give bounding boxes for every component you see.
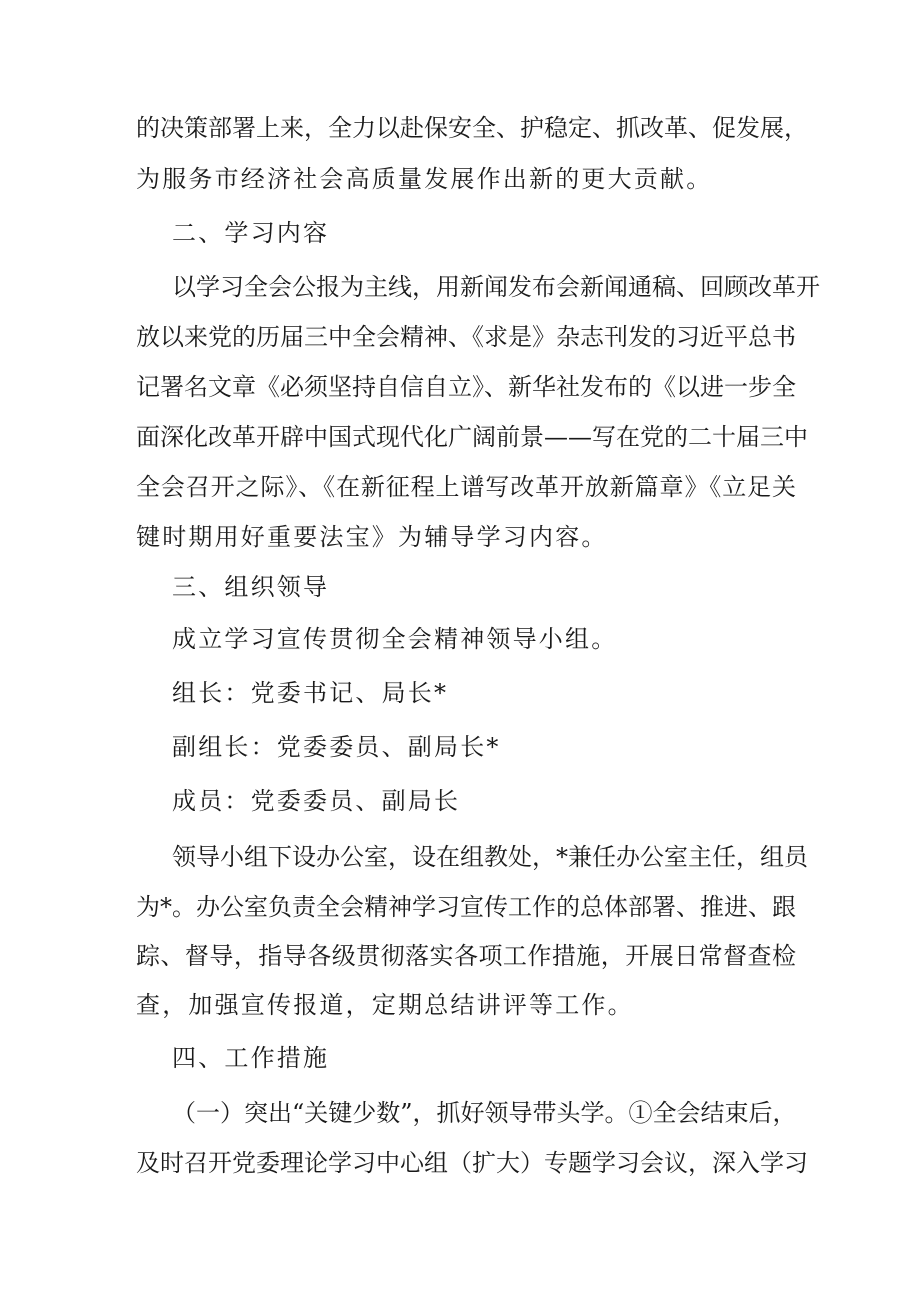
paragraph-line: 的决策部署上来，全力以赴保安全、护稳定、抓改革、促发展， [136, 114, 808, 142]
paragraph-line: 踪、督导，指导各级贯彻落实各项工作措施，开展日常督查检 [136, 942, 796, 970]
paragraph-line: 为*。办公室负责全会精神学习宣传工作的总体部署、推进、跟 [136, 893, 796, 921]
paragraph-line: 为服务市经济社会高质量发展作出新的更大贡献。 [136, 165, 713, 193]
paragraph-line: 键时期用好重要法宝》为辅导学习内容。 [136, 523, 608, 551]
paragraph-line: 放以来党的历届三中全会精神、《求是》杂志刊发的习近平总书 [136, 323, 796, 351]
section-heading: 二、学习内容 [172, 219, 330, 247]
paragraph-line: 成立学习宣传贯彻全会精神领导小组。 [172, 625, 618, 653]
section-heading: 四、工作措施 [172, 1044, 330, 1072]
paragraph-line: 全会召开之际》、《在新征程上谱写改革开放新篇章》《立足关 [136, 473, 796, 501]
paragraph-line: 副组长：党委委员、副局长* [172, 733, 501, 761]
paragraph-line: （一）突出“关键少数”，抓好领导带头学。①全会结束后， [172, 1099, 797, 1127]
paragraph-line: 记署名文章《必须坚持自信自立》、新华社发布的《以进一步全 [136, 373, 796, 401]
paragraph-line: 组长：党委书记、局长* [172, 679, 449, 707]
paragraph-line: 领导小组下设办公室，设在组教处，*兼任办公室主任，组员 [172, 843, 808, 871]
paragraph-line: 及时召开党委理论学习中心组（扩大）专题学习会议，深入学习 [136, 1149, 808, 1177]
paragraph-line: 以学习全会公报为主线，用新闻发布会新闻通稿、回顾改革开 [172, 273, 820, 301]
paragraph-line: 面深化改革开辟中国式现代化广阔前景——写在党的二十届三中 [136, 423, 808, 451]
section-heading: 三、组织领导 [172, 573, 330, 601]
paragraph-line: 成员：党委委员、副局长 [172, 787, 461, 815]
paragraph-line: 查，加强宣传报道，定期总结讲评等工作。 [136, 991, 634, 1019]
